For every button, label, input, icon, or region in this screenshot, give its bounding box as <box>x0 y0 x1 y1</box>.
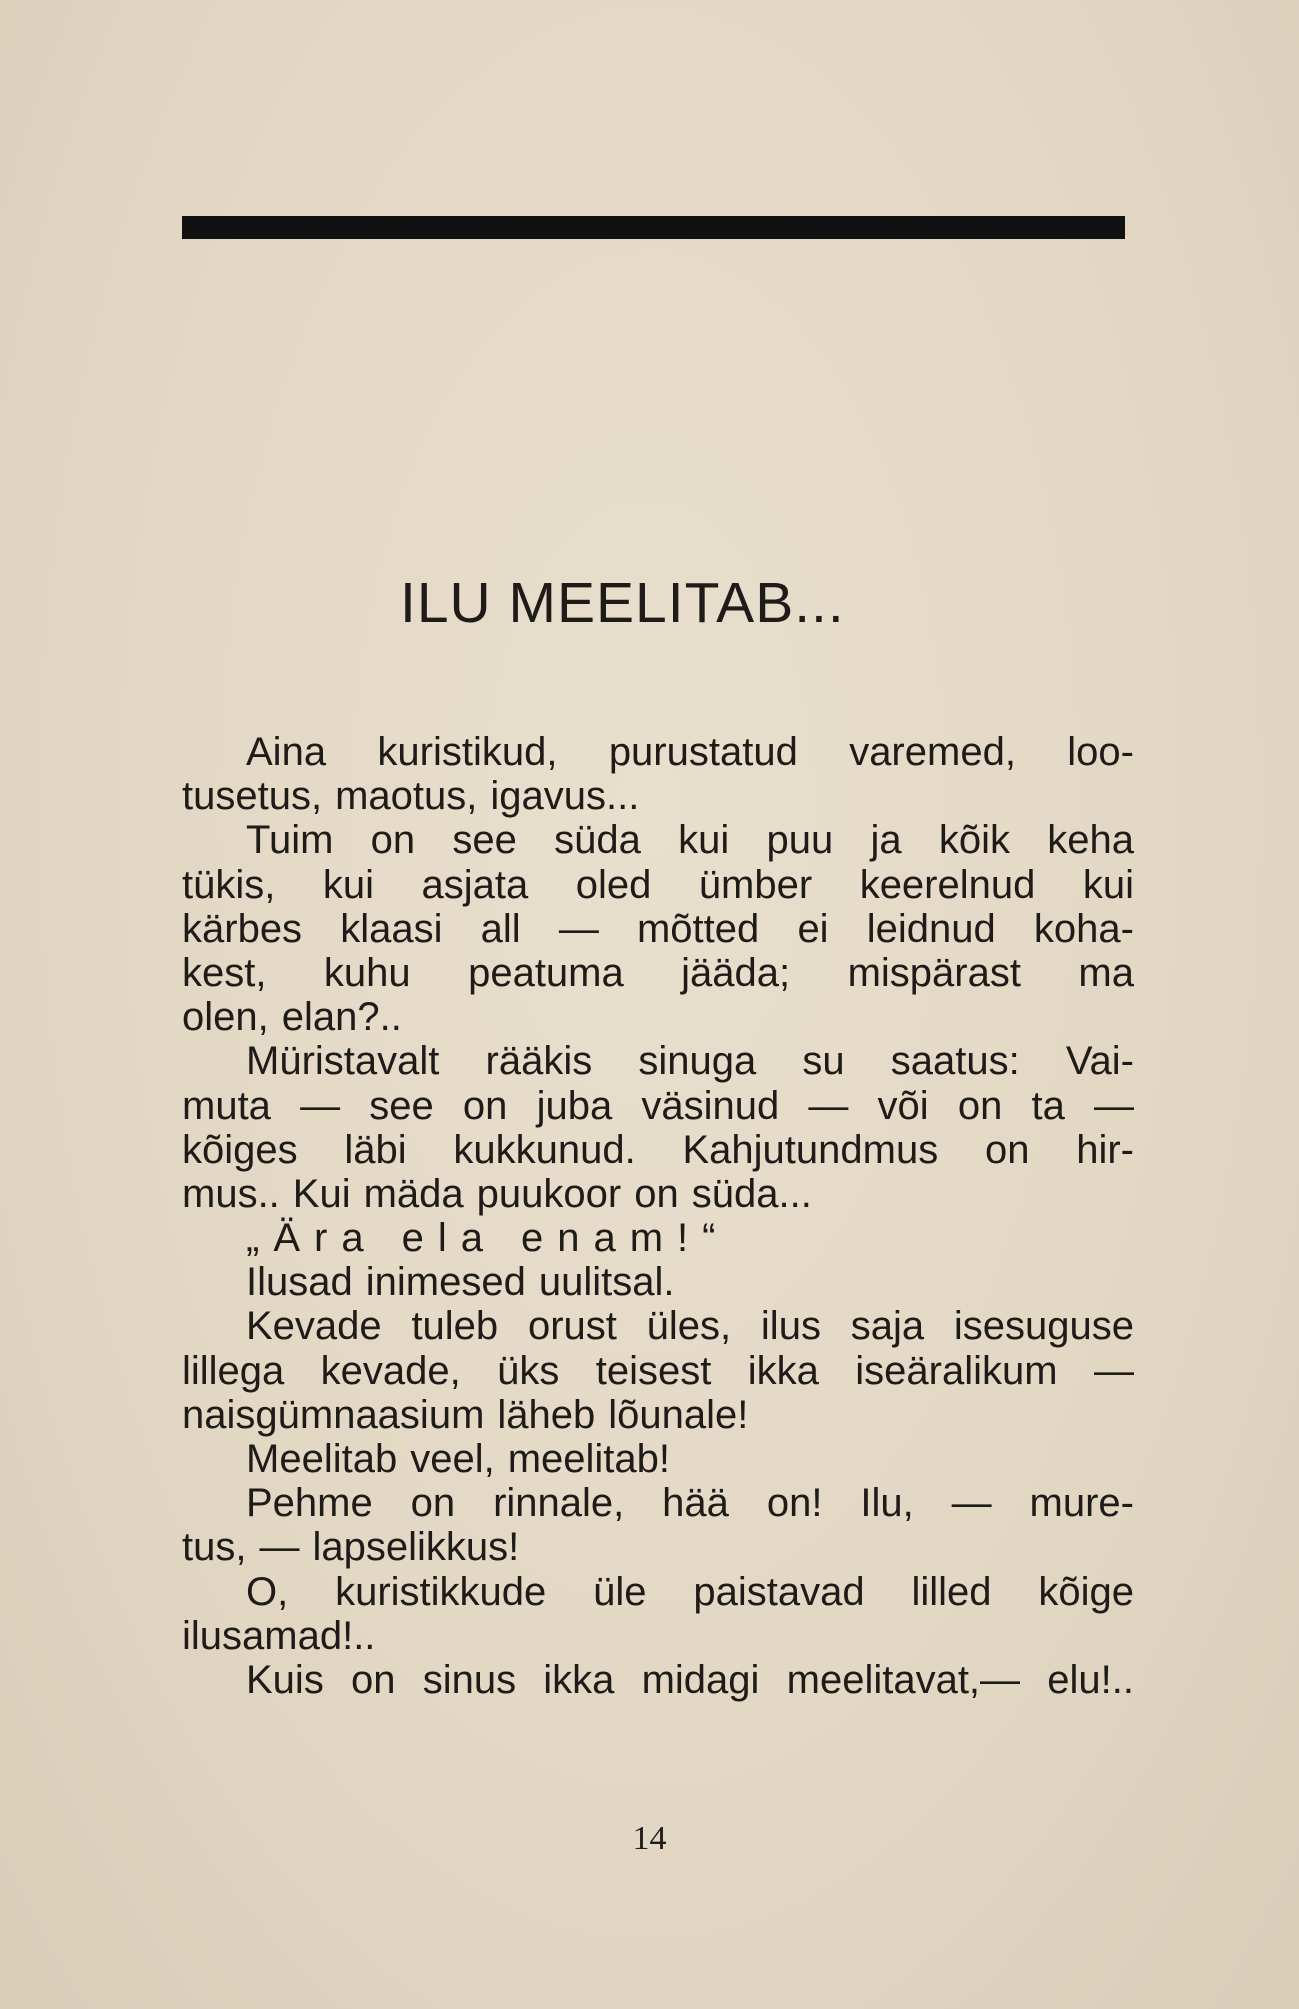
poem-word: teisest <box>595 1348 712 1393</box>
poem-word: — <box>1094 1083 1134 1128</box>
poem-word: kõiges <box>182 1127 298 1172</box>
poem-word: puukoor <box>476 1171 622 1216</box>
poem-word: koha- <box>1033 906 1134 951</box>
poem-word: ilus <box>760 1304 821 1349</box>
poem-word: midagi <box>641 1657 760 1702</box>
poem-word: mus.. <box>182 1171 280 1216</box>
poem-word: on <box>351 1657 396 1702</box>
poem-word: olen, <box>182 995 269 1040</box>
poem-word: on <box>634 1171 679 1216</box>
poem-body <box>182 730 1134 1702</box>
poem-word: veel, <box>410 1437 495 1481</box>
poem-word: Vai- <box>1065 1039 1134 1084</box>
header-rule <box>182 216 1125 239</box>
poem-word: üles, <box>646 1304 732 1349</box>
poem-line <box>182 1658 1134 1702</box>
poem-line <box>182 951 1134 995</box>
poem-word: Meelitab <box>246 1437 398 1481</box>
poem-word: lõunale! <box>608 1392 749 1437</box>
poem-word: on <box>410 1481 456 1526</box>
poem-word: — <box>558 906 599 951</box>
poem-word: ikka <box>543 1657 615 1702</box>
poem-word: isesuguse <box>953 1304 1134 1349</box>
poem-word: see <box>452 818 517 863</box>
poem-word: enam!“ <box>520 1216 730 1261</box>
poem-word: Müristavalt <box>246 1039 440 1084</box>
poem-word: peatuma <box>468 950 624 995</box>
poem-word: läheb <box>497 1392 596 1437</box>
poem-word: oled <box>575 862 652 907</box>
poem-word: Kuis <box>246 1657 324 1702</box>
poem-word: maotus, <box>335 774 478 819</box>
poem-word: Tuim <box>246 818 334 863</box>
poem-word: saja <box>850 1304 925 1349</box>
poem-word: kuhu <box>323 950 411 995</box>
poem-word: kuristikkude <box>335 1569 547 1614</box>
poem-word: orust <box>527 1304 617 1349</box>
poem-word: kuristikud, <box>377 730 558 774</box>
poem-word: mäda <box>363 1171 464 1216</box>
poem-word: igavus... <box>490 774 640 819</box>
poem-word: kui <box>1082 862 1134 907</box>
poem-word: süda... <box>691 1171 812 1216</box>
poem-word: varemed, <box>849 730 1016 774</box>
poem-word: kevade, <box>320 1348 461 1393</box>
poem-word: tuleb <box>411 1304 499 1349</box>
poem-word: kärbes <box>182 906 303 951</box>
poem-word: on <box>370 818 416 863</box>
poem-word: muta <box>182 1083 271 1128</box>
poem-word: on! <box>766 1481 823 1526</box>
poem-word: — <box>951 1481 992 1526</box>
poem-word: meelitab! <box>507 1437 671 1481</box>
poem-word: keha <box>1047 818 1134 863</box>
poem-word: Kahjutundmus <box>682 1127 939 1172</box>
poem-word: purustatud <box>608 730 798 774</box>
poem-line <box>182 1481 1134 1525</box>
poem-line <box>182 1393 1134 1437</box>
poem-word: meelitavat,— <box>786 1657 1021 1702</box>
poem-word: kui <box>678 818 730 863</box>
poem-word: sinuga <box>638 1039 757 1084</box>
poem-word: väsinud <box>641 1083 780 1128</box>
poem-word: kõik <box>938 818 1010 863</box>
poem-line <box>182 1084 1134 1128</box>
poem-word: süda <box>554 818 641 863</box>
poem-word: sinus <box>422 1657 517 1702</box>
poem-word: mõtted <box>636 906 760 951</box>
poem-word: — <box>300 1083 341 1128</box>
poem-word: mure- <box>1029 1481 1134 1526</box>
poem-word: — <box>259 1525 300 1570</box>
poem-word: lapselikkus! <box>312 1525 520 1570</box>
poem-word: või <box>877 1083 929 1128</box>
poem-word: lilled <box>911 1569 992 1614</box>
poem-line <box>182 1304 1134 1348</box>
poem-word: leidnud <box>866 906 996 951</box>
poem-line <box>182 1614 1134 1658</box>
poem-word: hää <box>662 1481 729 1526</box>
poem-word: „Ära <box>246 1216 378 1261</box>
poem-word: all <box>480 906 521 951</box>
poem-word: keerelnud <box>859 862 1036 907</box>
poem-word: — <box>1093 1348 1134 1393</box>
poem-word: üks <box>497 1348 560 1393</box>
poem-word: jääda; <box>681 950 791 995</box>
poem-word: uulitsal. <box>538 1260 675 1305</box>
poem-word: ilusamad!.. <box>182 1613 376 1658</box>
poem-line <box>182 774 1134 818</box>
poem-word: puu <box>766 818 834 863</box>
poem-word: inimesed <box>365 1260 526 1305</box>
poem-word: tus, <box>182 1525 247 1570</box>
poem-word: on <box>462 1083 508 1128</box>
poem-word: tusetus, <box>182 774 323 819</box>
poem-line <box>182 1570 1134 1614</box>
poem-word: rääkis <box>485 1039 593 1084</box>
poem-word: ei <box>797 906 829 951</box>
poem-word: ümber <box>698 862 813 907</box>
poem-word: hir- <box>1076 1127 1134 1172</box>
poem-word: ma <box>1078 950 1134 995</box>
poem-title: ILU MEELITAB... <box>400 571 845 635</box>
poem-word: lillega <box>182 1348 285 1393</box>
poem-word: Aina <box>246 730 327 774</box>
poem-word: — <box>808 1083 849 1128</box>
poem-word: läbi <box>344 1127 407 1172</box>
poem-word: ikka <box>747 1348 819 1393</box>
poem-word: klaasi <box>340 906 443 951</box>
poem-word: mispärast <box>847 950 1021 995</box>
poem-word: Kui <box>292 1171 351 1216</box>
poem-line <box>182 995 1134 1039</box>
poem-word: kui <box>322 862 374 907</box>
poem-word: asjata <box>421 862 529 907</box>
poem-word: on <box>984 1127 1030 1172</box>
poem-word: ta <box>1031 1083 1065 1128</box>
poem-line <box>182 1437 1134 1481</box>
poem-word: rinnale, <box>493 1481 625 1526</box>
poem-word: loo- <box>1067 730 1134 774</box>
poem-word: paistavad <box>693 1569 865 1614</box>
poem-word: Kevade <box>246 1304 382 1349</box>
poem-word: üle <box>593 1569 647 1614</box>
poem-word: Pehme <box>246 1481 373 1526</box>
poem-line <box>182 1172 1134 1216</box>
poem-line <box>182 1216 1134 1260</box>
poem-line <box>182 1525 1134 1569</box>
poem-word: on <box>957 1083 1003 1128</box>
poem-word: O, <box>246 1569 289 1614</box>
poem-word: iseäralikum <box>855 1348 1058 1393</box>
poem-word: elan?.. <box>281 995 402 1040</box>
poem-word: see <box>369 1083 434 1128</box>
poem-word: su <box>802 1039 845 1084</box>
poem-line <box>182 1128 1134 1172</box>
poem-line <box>182 818 1134 862</box>
poem-word: saatus: <box>890 1039 1020 1084</box>
poem-word: kest, <box>182 950 267 995</box>
poem-line <box>182 1349 1134 1393</box>
poem-word: naisgümnaasium <box>182 1392 485 1437</box>
poem-line <box>182 1039 1134 1083</box>
poem-word: kukkunud. <box>453 1127 636 1172</box>
poem-word: tükis, <box>182 862 276 907</box>
poem-line <box>182 1260 1134 1304</box>
poem-word: kõige <box>1038 1569 1134 1614</box>
poem-word: ela <box>401 1216 497 1261</box>
poem-word: Ilusad <box>246 1260 353 1305</box>
poem-word: Ilu, <box>860 1481 914 1526</box>
page-number: 14 <box>632 1820 667 1857</box>
poem-word: juba <box>536 1083 613 1128</box>
poem-word: ja <box>870 818 902 863</box>
poem-line <box>182 907 1134 951</box>
poem-word: elu!.. <box>1047 1657 1134 1702</box>
poem-line <box>182 863 1134 907</box>
poem-line <box>182 730 1134 774</box>
